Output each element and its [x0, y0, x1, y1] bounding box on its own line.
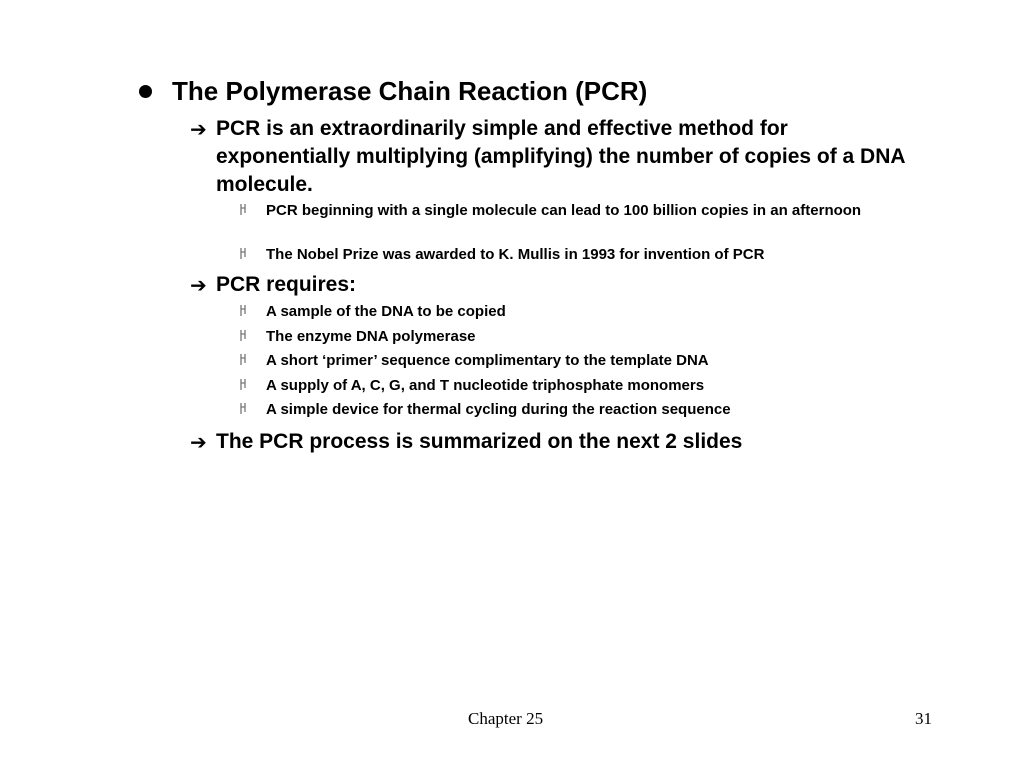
sub-bullet-icon	[239, 329, 249, 342]
point-2-sub-3-text: A short ‘primer’ sequence complimentary to the template DNA	[266, 352, 709, 369]
footer-chapter: Chapter 25	[468, 709, 544, 728]
footer-page-number: 31	[915, 709, 932, 728]
arrow-right-icon: ➔	[190, 117, 207, 141]
arrow-right-icon: ➔	[190, 273, 207, 297]
arrow-right-icon: ➔	[190, 430, 207, 454]
point-2-sub-5-text: A simple device for thermal cycling during the reaction sequence	[266, 401, 731, 418]
sub-bullet-icon	[239, 203, 249, 216]
bullet-dot-icon	[139, 85, 152, 98]
sub-bullet-icon	[239, 304, 249, 317]
point-1-sub-2-text: The Nobel Prize was awarded to K. Mullis in 1993 for invention of PCR	[266, 246, 765, 263]
point-1-sub-1-text: PCR beginning with a single molecule can lead to 100 billion copies in an afternoon	[266, 202, 862, 219]
point-2-sub-1-text: A sample of the DNA to be copied	[266, 303, 506, 320]
point-1-text: PCR is an extraordinarily simple and effective method for exponentially multiplying (amplifying) the number of copies of a DNA molecule.	[216, 117, 905, 196]
point-2-text: PCR requires:	[216, 273, 357, 296]
sub-bullet-icon	[239, 402, 249, 415]
point-2-sub-2-text: The enzyme DNA polymerase	[266, 328, 476, 345]
point-3-text: The PCR process is summarized on the next 2 slides	[216, 430, 743, 453]
sub-bullet-icon	[239, 378, 249, 391]
sub-bullet-icon	[239, 247, 249, 260]
point-2-sub-4-text: A supply of A, C, G, and T nucleotide triphosphate monomers	[266, 377, 705, 394]
sub-bullet-icon	[239, 353, 249, 366]
slide-heading: The Polymerase Chain Reaction (PCR)	[172, 76, 648, 106]
